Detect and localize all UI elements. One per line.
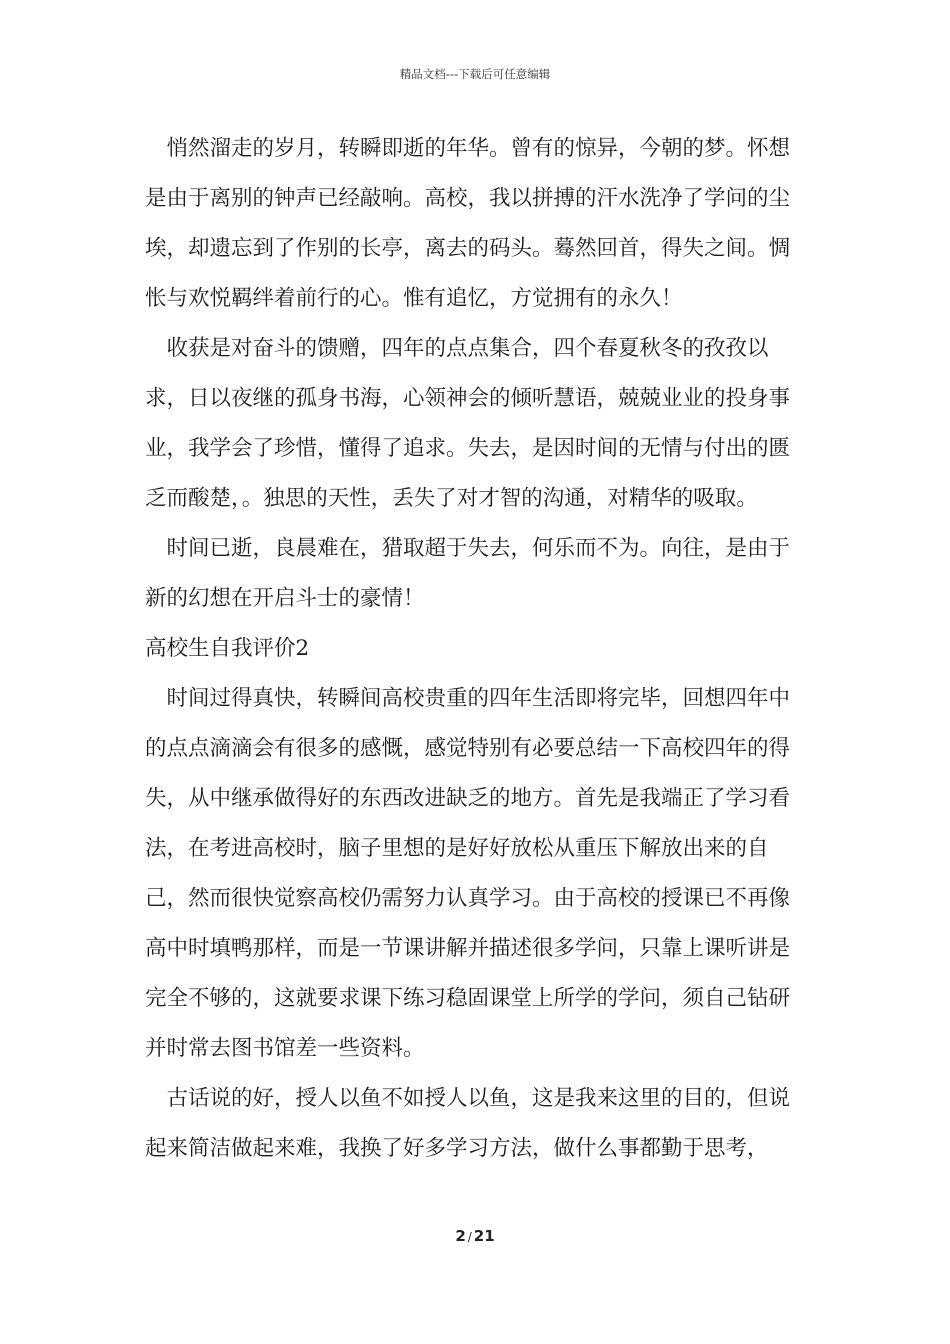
page-separator: / bbox=[467, 1230, 472, 1244]
document-body bbox=[145, 124, 807, 1174]
paragraph: 收获是对奋斗的馈赠，四年的点点集合，四个春夏秋冬的孜孜以求，日以夜继的孤身书海，心领神会的倾听慧语，兢兢业业的投身事业，我学会了珍惜，懂得了追求。失去，是因时间的无情与付出的匮乏而酸楚，。独思的天性，丢失了对才智的沟通，对精华的吸取。 bbox=[145, 336, 791, 511]
total-pages: 21 bbox=[473, 1227, 495, 1245]
section-title: 高校生自我评价2 bbox=[145, 636, 310, 661]
paragraph: 时间过得真快，转瞬间高校贵重的四年生活即将完毕，回想四年中的点点滴滴会有很多的感慨，感觉特别有必要总结一下高校四年的得失，从中继承做得好的东西改进缺乏的地方。首先是我端正了学习看法，在考进高校时，脑子里想的是好好放松从重压下解放出来的自己，然而很快觉察高校仍需努力认真学习。由于高校的授课已不再像高中时填鸭那样，而是一节课讲解并描述很多学问，只靠上课听讲是完全不够的，这就要求课下练习稳固课堂上所学的学问，须自己钻研并时常去图书馆差一些资料。 bbox=[145, 686, 791, 1061]
paragraph: 悄然溜走的岁月，转瞬即逝的年华。曾有的惊异，今朝的梦。怀想是由于离别的钟声已经敲响。高校，我以拼搏的汗水洗净了学问的尘埃，却遗忘到了作别的长亭，离去的码头。蓦然回首，得失之间。惆怅与欢悦羁绊着前行的心。惟有追忆，方觉拥有的永久！ bbox=[145, 136, 791, 311]
current-page: 2 bbox=[455, 1227, 466, 1245]
paragraph: 古话说的好，授人以鱼不如授人以鱼，这是我来这里的目的，但说起来简洁做起来难，我换了好多学习方法，做什么事都勤于思考， bbox=[145, 1086, 791, 1161]
paragraph: 时间已逝，良晨难在，猎取超于失去，何乐而不为。向往，是由于新的幻想在开启斗士的豪情！ bbox=[145, 536, 791, 611]
page-header: 精品文档---下载后可任意编辑 bbox=[399, 67, 551, 81]
page-number bbox=[0, 1227, 950, 1245]
